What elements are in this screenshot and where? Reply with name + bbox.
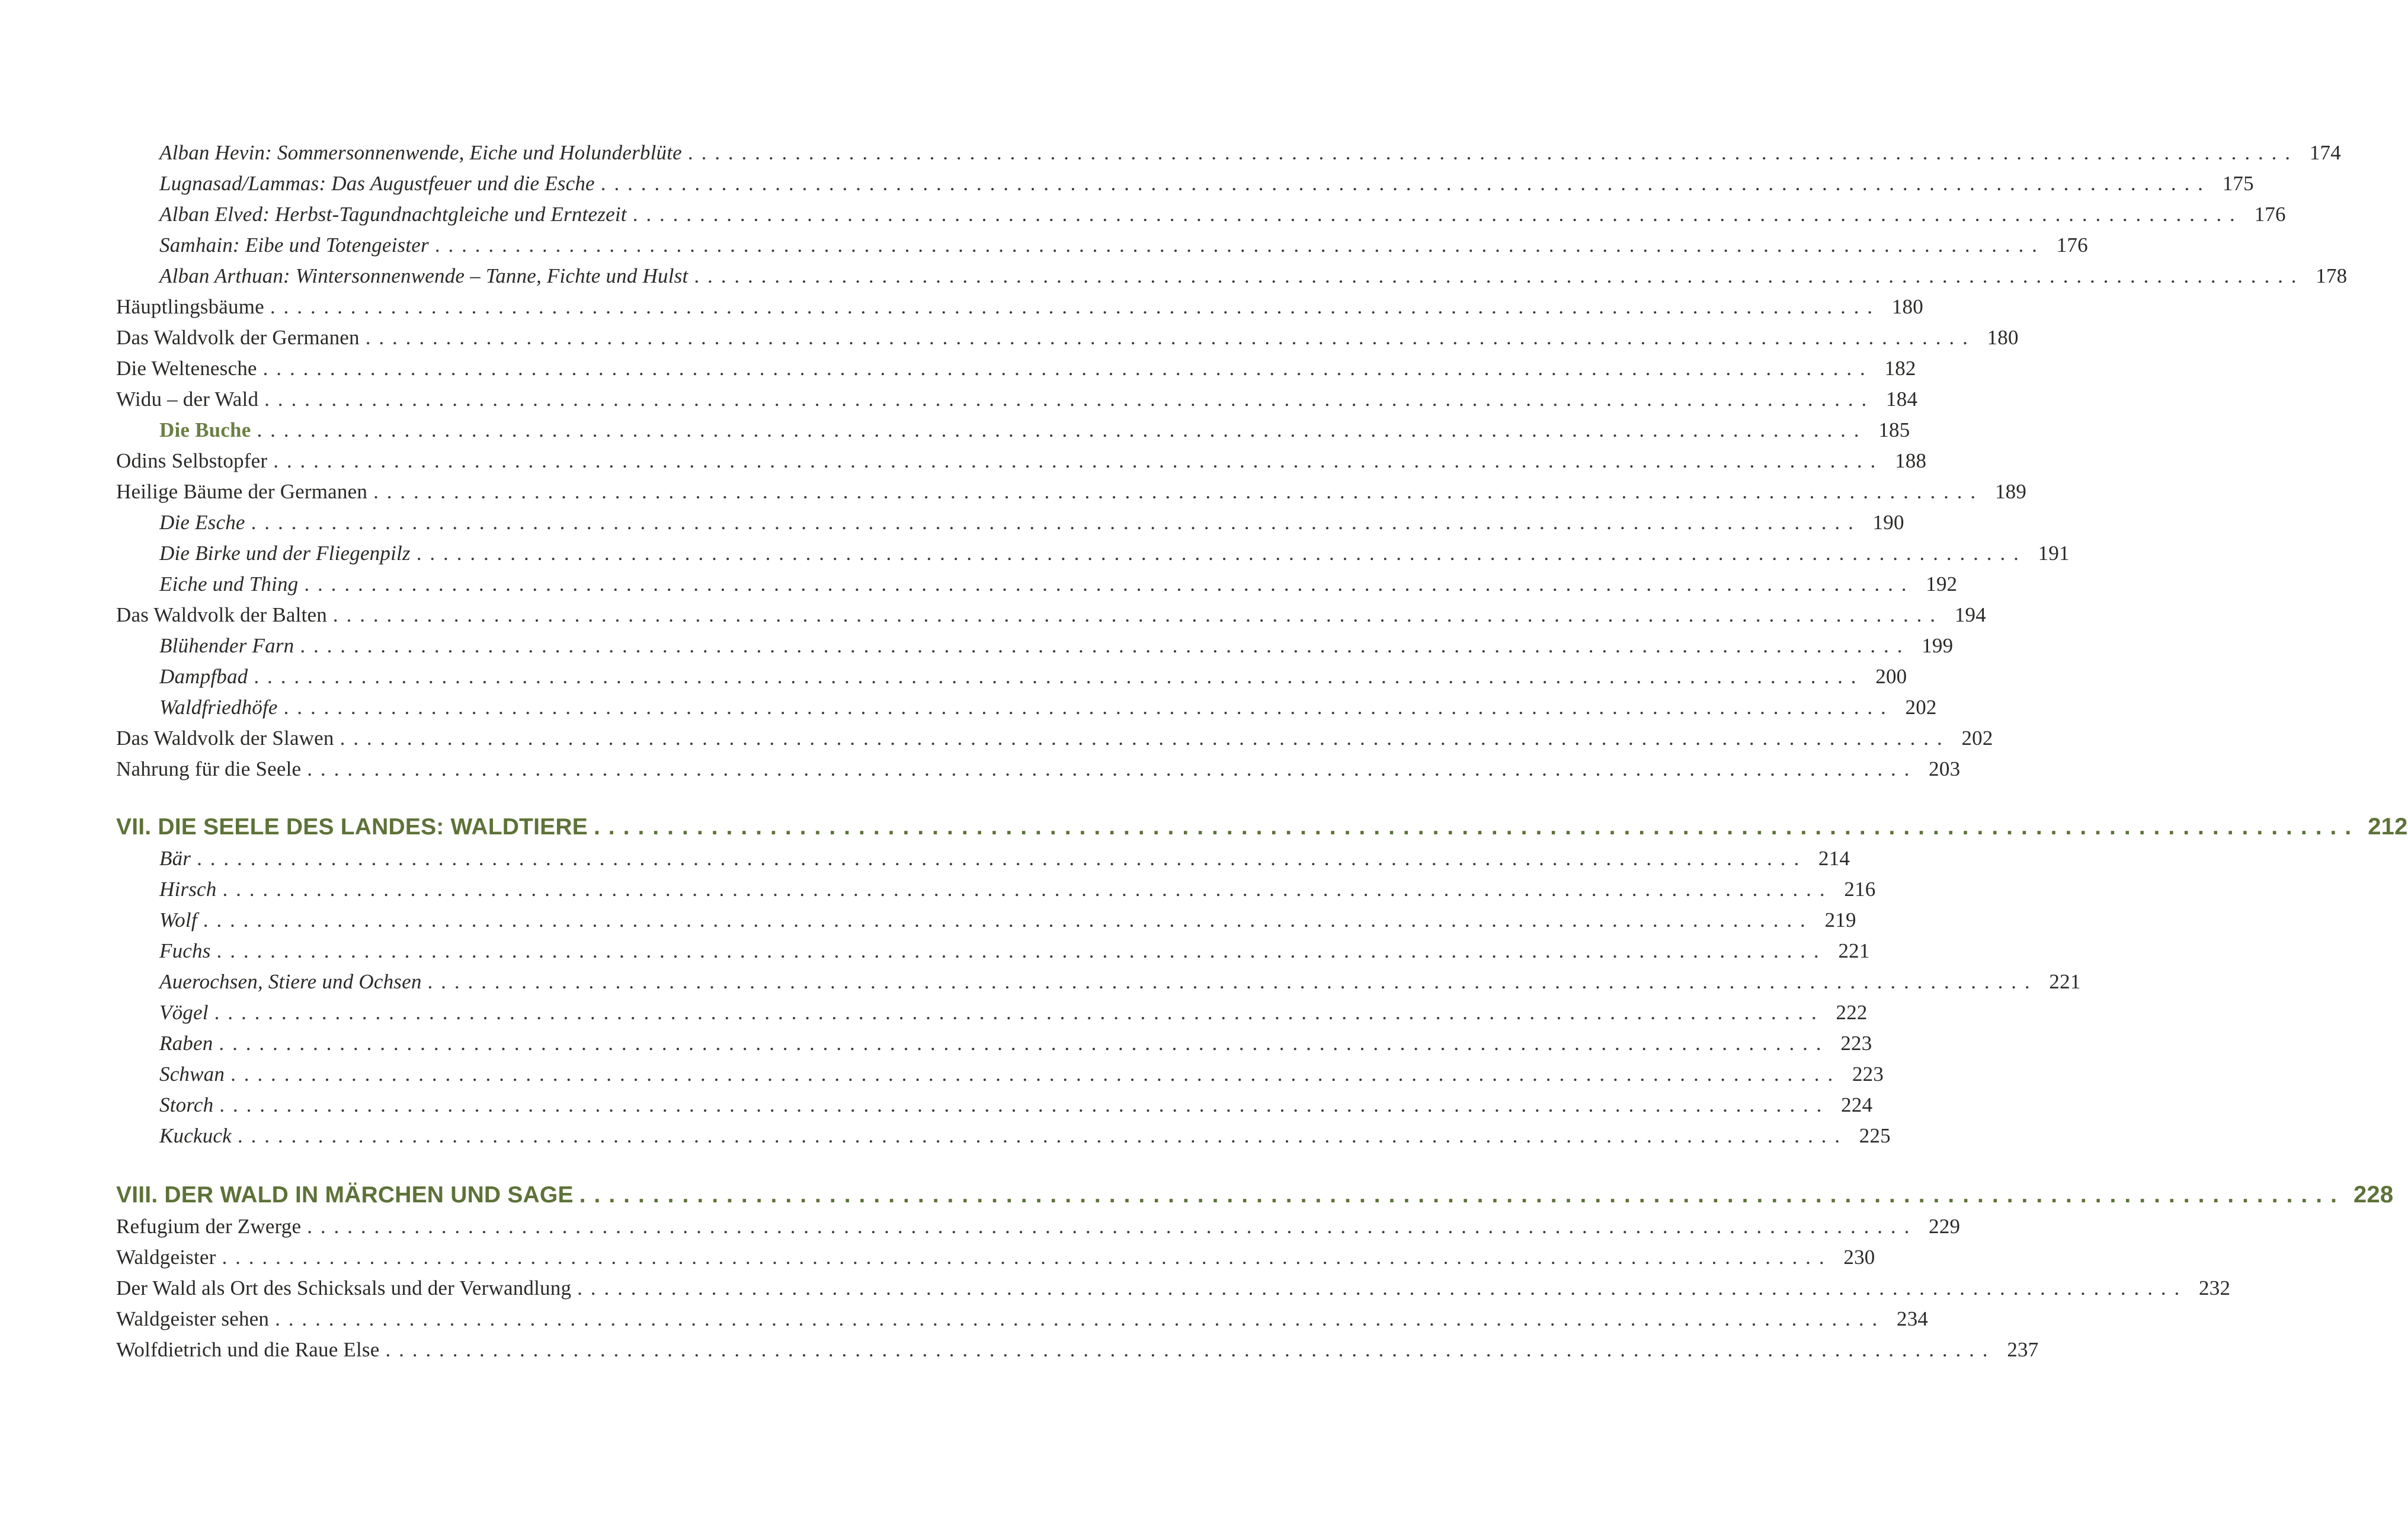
entry-page-number: 230 [1843,1246,1875,1269]
dot-leader: ........................................................................................................................ [694,264,2305,287]
entry-page-number: 194 [1954,603,1986,626]
entry-page-number: 188 [1895,449,1927,472]
entry-page-number: 229 [1929,1215,1961,1238]
entry-page-number: 174 [2309,141,2341,164]
entry-title: Das Waldvolk der Slawen [116,727,334,750]
entry-title: Nahrung für die Seele [116,757,302,780]
dot-leader: ........................................................................................................................ [197,847,1808,870]
entry-page-number: 178 [2316,264,2348,287]
entry-title: Auerochsen, Stiere und Ochsen [159,970,422,993]
entry-page-number: 225 [1859,1124,1891,1147]
toc-entry[interactable] [116,966,2081,997]
chapter-heading-8[interactable] [116,1179,2394,1211]
entry-page-number: 222 [1836,1001,1868,1024]
dot-leader: ........................................................................................................................ [222,878,1833,901]
dot-leader: ........................................................................................................................ [687,141,2298,164]
dot-leader: ........................................................................................................................ [427,970,2038,993]
toc-entry[interactable] [116,843,1850,874]
dot-leader: ........................................................................................................................ [254,665,1865,688]
toc-entry[interactable] [116,874,1876,905]
dot-leader: ........................................................................................................................ [273,449,1884,472]
entry-page-number: 221 [2049,970,2081,993]
toc-entry[interactable] [116,1090,1873,1121]
entry-page-number: 224 [1841,1093,1873,1116]
entry-page-number: 202 [1961,727,1993,750]
entry-page-number: 192 [1926,572,1958,596]
dot-leader: ........................................................................................................................ [216,939,1827,962]
toc-section-2 [116,843,2081,1151]
entry-page-number: 203 [1929,757,1961,780]
toc-entry[interactable] [116,1059,1884,1090]
entry-title: Alban Elved: Herbst-Tagundnachtgleiche und Erntezeit [159,203,627,226]
dot-leader: ........................................................................................................................ [257,418,1868,441]
entry-title: Wolf [159,908,197,932]
entry-page-number: 176 [2056,233,2088,257]
dot-leader: ........................................................................................................................ [373,480,1984,503]
dot-leader: ........................................................................................................................ [251,511,1862,534]
dot-leader: ........................................................................................................................ [434,233,2045,257]
toc-entry[interactable] [116,600,1986,631]
entry-page-number: 182 [1884,357,1916,380]
entry-title: Alban Hevin: Sommersonnenwende, Eiche und Holunderblüte [159,141,682,164]
entry-page-number: 234 [1897,1307,1929,1330]
dot-leader: ........................................................................................................................ [365,326,1976,349]
entry-title: Heilige Bäume der Germanen [116,480,368,503]
toc-entry[interactable] [116,384,1918,415]
dot-leader: ........................................................................................................................ [203,908,1814,932]
entry-page-number: 219 [1824,908,1856,932]
entry-title: Hirsch [159,878,217,901]
toc-entry[interactable] [116,1273,2231,1304]
toc-entry[interactable] [116,1334,2039,1365]
entry-page-number: 223 [1840,1032,1872,1055]
entry-title: Eiche und Thing [159,572,299,596]
entry-title: Die Birke und der Fliegenpilz [159,542,411,565]
entry-page-number: 180 [1987,326,2019,349]
toc-entry[interactable] [116,1242,1875,1273]
dot-leader: ........................................................................................................................ [307,1215,1918,1238]
entry-title: Wolfdietrich und die Raue Else [116,1338,380,1361]
toc-entry[interactable] [116,353,1916,384]
dot-leader: ........................................................................................................................ [219,1032,1830,1055]
toc-entry[interactable] [116,997,1868,1028]
dot-leader: ........................................................................................................................ [577,1276,2188,1300]
dot-leader: ........................................................................................................................ [416,542,2027,565]
toc-entry[interactable] [116,569,1958,600]
entry-title: Waldgeister sehen [116,1307,270,1330]
dot-leader: ........................................................................................................................ [307,757,1918,780]
toc-entry[interactable] [116,322,2019,353]
entry-title: Blühender Farn [159,634,294,657]
entry-page-number: 232 [2199,1276,2231,1300]
entry-page-number: 176 [2254,203,2286,226]
dot-leader: ........................................................................................................................ [262,357,1874,380]
entry-page-number: 202 [1905,696,1937,719]
entry-title: Bär [159,847,191,870]
entry-title: Vögel [159,1001,209,1024]
dot-leader: ........................................................................................................................ [579,1182,2345,1208]
chapter-title: VII. DIE SEELE DES LANDES: WALDTIERE [116,814,588,840]
toc-entry[interactable] [116,723,1993,754]
entry-page-number: 237 [2007,1338,2039,1361]
entry-page-number: 221 [1838,939,1870,962]
dot-leader: ........................................................................................................................ [222,1246,1833,1269]
entry-page-number: 175 [2222,172,2254,195]
chapter-title: VIII. DER WALD IN MÄRCHEN UND SAGE [116,1182,574,1208]
toc-entry[interactable] [116,631,1954,661]
dot-leader: ........................................................................................................................ [300,634,1911,657]
entry-title: Widu – der Wald [116,388,259,411]
entry-title: Das Waldvolk der Balten [116,603,327,626]
entry-page-number: 185 [1878,418,1910,441]
dot-leader: ........................................................................................................................ [632,203,2243,226]
entry-title: Raben [159,1032,213,1055]
dot-leader: ........................................................................................................................ [600,172,2211,195]
toc-entry[interactable] [116,754,1961,785]
entry-title: Lugnasad/Lammas: Das Augustfeuer und die Esche [159,172,595,195]
entry-title: Odins Selbstopfer [116,449,268,472]
entry-title: Fuchs [159,939,211,962]
entry-page-number: 199 [1922,634,1954,657]
dot-leader: ........................................................................................................................ [275,1307,1886,1330]
entry-title: Storch [159,1093,214,1116]
entry-title: Waldfriedhöfe [159,696,278,719]
dot-leader: ........................................................................................................................ [214,1001,1825,1024]
entry-title: Waldgeister [116,1246,216,1269]
entry-title: Häuptlingsbäume [116,295,264,318]
dot-leader: ........................................................................................................................ [304,572,1915,596]
entry-page-number: 184 [1886,388,1918,411]
dot-leader: ........................................................................................................................ [593,814,2360,840]
entry-title: Samhain: Eibe und Totengeister [159,233,429,257]
entry-page-number: 189 [1994,480,2027,503]
toc-entry[interactable] [116,936,1870,966]
entry-page-number: 180 [1891,295,1923,318]
dot-leader: ........................................................................................................................ [230,1062,1842,1086]
entry-title: Alban Arthuan: Wintersonnenwende – Tanne, Fichte und Hulst [159,264,689,287]
dot-leader: ........................................................................................................................ [332,603,1943,626]
table-of-contents [116,137,2408,1365]
chapter-page-number: 228 [2353,1182,2394,1208]
toc-entry[interactable] [116,692,1937,723]
dot-leader: ........................................................................................................................ [340,727,1951,750]
entry-title: Die Weltenesche [116,357,257,380]
entry-page-number: 191 [2038,542,2070,565]
toc-entry[interactable] [116,446,1927,476]
toc-entry[interactable] [116,230,2088,261]
toc-entry[interactable] [116,1028,1872,1059]
entry-title: Schwan [159,1062,225,1086]
entry-page-number: 223 [1852,1062,1884,1086]
toc-entry[interactable] [116,137,2341,168]
entry-title: Refugium der Zwerge [116,1215,302,1238]
entry-page-number: 190 [1872,511,1904,534]
toc-entry[interactable] [116,415,1910,446]
toc-entry[interactable] [116,661,1907,692]
entry-title: Kuckuck [159,1124,232,1147]
entry-page-number: 214 [1818,847,1850,870]
entry-page-number: 216 [1844,878,1876,901]
toc-entry[interactable] [116,538,2070,569]
toc-entry[interactable] [116,1304,1929,1334]
toc-entry[interactable] [116,261,2348,292]
toc-entry[interactable] [116,507,1904,538]
entry-title: Die Esche [159,511,245,534]
toc-entry[interactable] [116,168,2254,199]
dot-leader: ........................................................................................................................ [270,295,1881,318]
dot-leader: ........................................................................................................................ [264,388,1875,411]
dot-leader: ........................................................................................................................ [237,1124,1848,1147]
toc-entry[interactable] [116,292,1923,322]
toc-section-3 [116,1211,2231,1365]
toc-entry[interactable] [116,905,1856,936]
dot-leader: ........................................................................................................................ [385,1338,1996,1361]
entry-title: Die Buche [159,418,251,441]
entry-title: Der Wald als Ort des Schicksals und der Verwandlung [116,1276,572,1300]
chapter-heading-7[interactable] [116,811,2408,843]
entry-title: Das Waldvolk der Germanen [116,326,360,349]
toc-entry[interactable] [116,476,2027,507]
entry-page-number: 200 [1875,665,1907,688]
toc-entry[interactable] [116,1211,1961,1242]
toc-entry[interactable] [116,1121,1891,1151]
toc-section-1 [116,137,2348,785]
dot-leader: ........................................................................................................................ [283,696,1894,719]
entry-title: Dampfbad [159,665,248,688]
toc-entry[interactable] [116,199,2286,230]
chapter-page-number: 212 [2368,814,2408,840]
dot-leader: ........................................................................................................................ [219,1093,1830,1116]
